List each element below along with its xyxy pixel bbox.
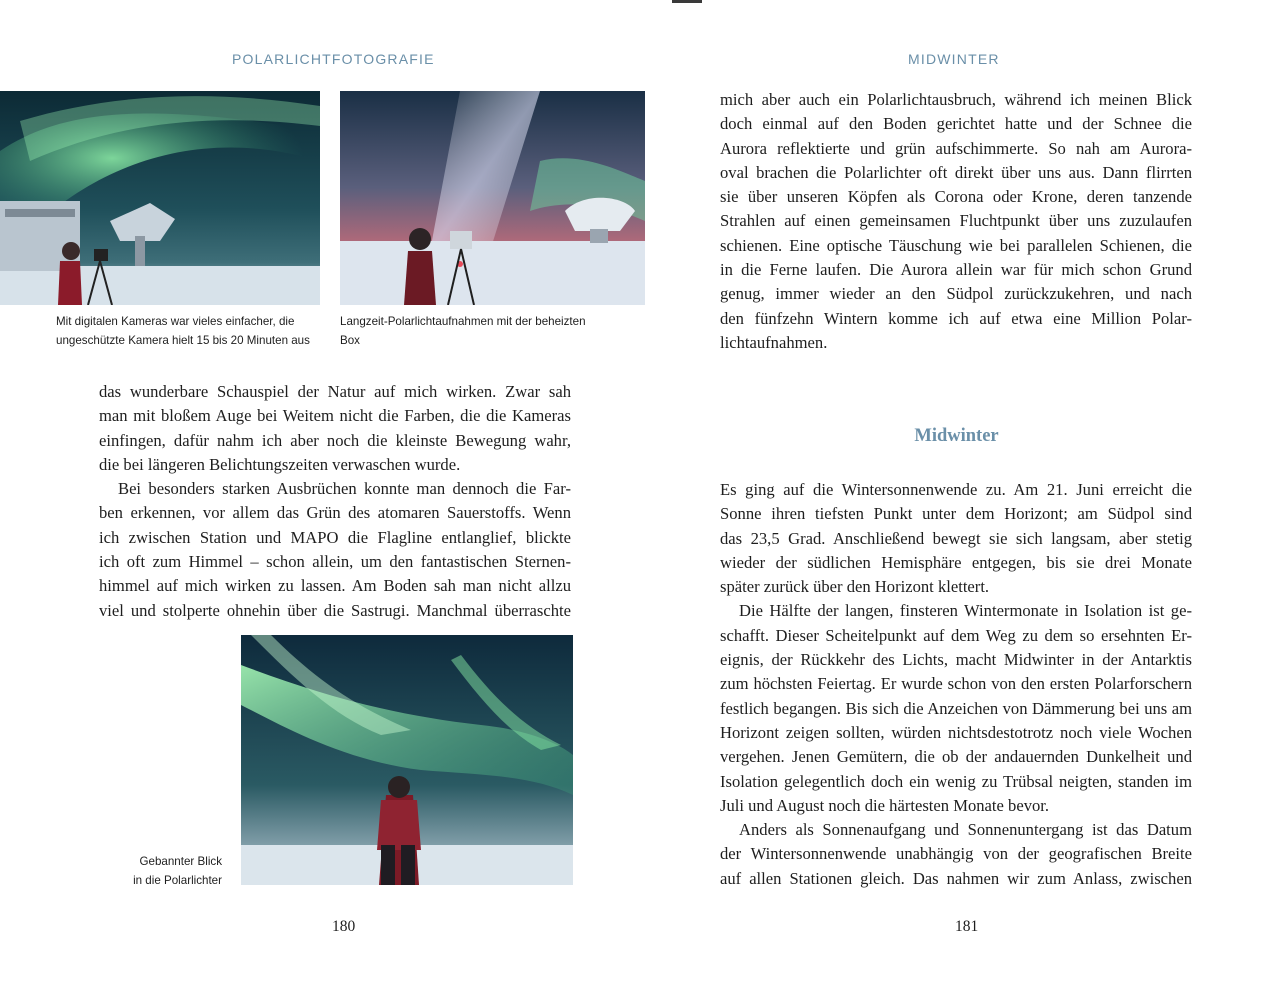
text-line: eignis, der Rückkehr des Lichts, macht Midwinter in der Antarktis: [720, 650, 1192, 670]
aurora-station-photo: [0, 91, 320, 305]
text-line: Horizont zeigen sollten, würden nichtsdestotrotz noch viele Wochen: [720, 722, 1192, 742]
text-line: Juli und August noch die härtesten Monate bevor.: [720, 795, 1050, 815]
caption-box: Langzeit-Polarlichtaufnahmen mit der beheizten Box: [340, 315, 586, 347]
text-line: die bei längeren Belichtungszeiten verwaschen wurde.: [99, 454, 461, 474]
text-line: der Wintersonnenwende unabhängig von der geografischen Breite: [720, 844, 1192, 864]
page-number-left: 180: [332, 918, 356, 935]
text-line: lichtaufnahmen.: [720, 332, 828, 352]
text-line: wieder der südlichen Hemisphäre entgegen, bis sie drei Monate: [720, 552, 1192, 572]
text-line: zum höchsten Feiertag. Er wurde schon von den ersten Polarforschern: [720, 674, 1192, 694]
text-line: Sonne ihren tiefsten Punkt unter dem Horizont; am Südpol sind: [720, 504, 1192, 524]
text-line: das wunderbare Schauspiel der Natur auf mich wirken. Zwar sah: [99, 382, 571, 401]
right-top-text: [720, 88, 1192, 355]
caption-station: Mit digitalen Kameras war vieles einfacher, die ungeschützte Kamera hielt 15 bis 20 Minuten aus: [56, 315, 310, 347]
text-line: den fünfzehn Wintern komme ich auf etwa eine Million Polar-: [720, 308, 1192, 328]
text-line: doch einmal auf den Boden gerichtet hatte und der Schnee die: [720, 114, 1192, 134]
text-line: später zurück über den Horizont klettert.: [720, 577, 990, 597]
text-line: Die Hälfte der langen, finsteren Wintermonate in Isolation ist ge-: [739, 601, 1192, 621]
running-head-left: POLARLICHTFOTOGRAFIE: [232, 51, 435, 67]
text-line: festlich begangen. Bis sich die Anzeichen von Dämmerung bei uns am: [720, 698, 1192, 718]
text-line: Strahlen auf einen gemeinsamen Fluchtpunkt über uns zuzulaufen: [720, 211, 1192, 231]
text-line: in die Ferne laufen. Die Aurora allein war für mich schon Grund: [720, 260, 1192, 280]
text-line: vergehen. Jenen Gemütern, die ob der andauernden Dunkelheit und: [720, 747, 1192, 767]
aurora-gaze-photo: [241, 635, 573, 885]
text-line: Es ging auf die Wintersonnenwende zu. Am 21. Juni erreicht die: [720, 480, 1192, 499]
page-number-right: 181: [955, 918, 979, 935]
text-line: himmel auf mich wirken zu lassen. Am Boden sah man nicht allzu: [99, 576, 571, 596]
left-body-text: [99, 380, 571, 623]
text-line: ben erkennen, vor allem das Grün des atomaren Sauerstoffs. Wenn: [99, 503, 571, 523]
text-line: oval brachen die Polarlichter oft direkt über uns aus. Dann flirrten: [720, 162, 1192, 182]
spine-marker: [672, 0, 702, 3]
text-line: das 23,5 Grad. Anschließend bewegt sie sich langsam, aber stetig: [720, 528, 1192, 548]
text-line: sie über unseren Köpfen als Corona oder Krone, deren tanzende: [720, 187, 1192, 207]
text-line: Bei besonders starken Ausbrüchen konnte man dennoch die Far-: [118, 479, 571, 499]
text-line: man mit bloßem Auge bei Weitem nicht die Farben, die die Kameras: [99, 406, 571, 426]
text-line: ich oft zum Himmel – schon allein, um den fantastischen Sternen-: [99, 552, 571, 572]
text-line: Isolation gelegentlich doch ein wenig zu Trübsal neigten, standen im: [720, 771, 1192, 791]
text-line: auf allen Stationen gleich. Das nahmen wir zum Anlass, zwischen: [720, 868, 1192, 888]
text-line: einfingen, dafür nahm ich aber noch die kleinste Bewegung wahr,: [99, 430, 571, 450]
caption-gaze: Gebannter Blick in die Polarlichter: [133, 855, 222, 887]
text-line: mich aber auch ein Polarlichtausbruch, während ich meinen Blick: [720, 90, 1192, 109]
text-line: genug, immer wieder an den Südpol zurückzukehren, und nach: [720, 284, 1192, 304]
aurora-box-photo: [340, 91, 645, 305]
right-section-text: [720, 478, 1192, 891]
text-line: schienen. Eine optische Täuschung wie bei parallelen Schienen, die: [720, 235, 1192, 255]
text-line: schafft. Dieser Scheitelpunkt auf dem Weg zu dem so ersehnten Er-: [720, 625, 1192, 645]
section-heading: Midwinter: [914, 426, 999, 446]
text-line: Anders als Sonnenaufgang und Sonnenuntergang ist das Datum: [739, 820, 1192, 840]
running-head-right: MIDWINTER: [908, 51, 1000, 67]
text-line: ich zwischen Station und MAPO die Flagline entlanglief, blickte: [99, 527, 571, 547]
text-line: viel und stolperte ohnehin über die Sastrugi. Manchmal überraschte: [99, 600, 571, 620]
text-line: Aurora reflektierte und grün aufschimmerte. So nah am Aurora-: [720, 138, 1192, 158]
